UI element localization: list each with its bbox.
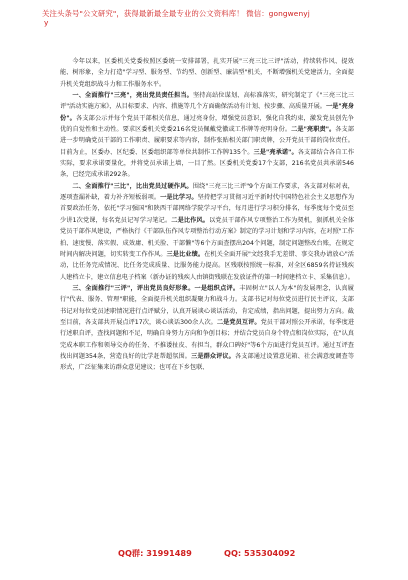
section-1-heading: 一、全面推行"三亮"，亮出党员责任担当。 — [72, 92, 193, 100]
paragraph-section-2 — [60, 181, 354, 283]
section-1-text-d: 各支部结合各自工作实际，要求承诺要量化，并将党员承诺上墙，一目了然。区委机关党委17个支部，216名党员共承诺546条，已经完成承诺292条。 — [60, 148, 355, 179]
section-3-text-b: 党员干部对照公开承诺，每季度进行述职自评，查找问题和不足，明确自身努力方向和争创目标；并结合党员自身个特点和岗位实际，在"认真完成本职工作和领导交办的任务、不推诿扯皮、有担当，群众口碑好"等6个方面进行党员互评。通过互评查找出问题354条，营造良好的比学赶帮超氛围。 — [60, 318, 355, 360]
section-2-point-3: 三是比业绩。 — [166, 250, 205, 258]
document-body — [60, 56, 354, 374]
section-2-text-d: 在机关全面开展"文经我手无差错、事交我办请放心"活动，比任务完成情况、比任务完成质量、比服务能力提高。区残联按照统一标准，对全区6859名持证残疾人建档立卡，建立信息电子档案（新办证的残疾人由镇街残联在发放证件的第一时间建档立卡、采集信息）。 — [60, 250, 354, 281]
section-2-point-1: 一是比学习。 — [160, 194, 198, 202]
header-banner-line2: y — [44, 18, 49, 27]
section-2-text-a: 围绕"三亮三比三评"9个方面工作要求，各支部对标对表，逐项查漏补缺，着力补齐短板弱项。 — [60, 182, 354, 202]
section-3-text-a: 丰固树立"以人为本"的发展理念，认真履行"代表、服务、管理"职能，全面提升机关组织凝聚力和战斗力。支部书记对每位党员进行民主评议，支部书记对每位党员述职情况进行点评赋分，认真开展谈心谈话活动，肯定成绩，指出问题，提出努力方向。截至目前，各支部共开展点评17次，谈心谈话300余人次。 — [60, 284, 354, 326]
section-3-text-c: 各支部通过设置意见箱、社会满意度调查等形式，广泛征集来访群众意见建议；也可在下乡包联、 — [60, 352, 355, 372]
section-2-heading: 二、全面推行"三比"，比出党员过硬作风。 — [72, 182, 193, 190]
paragraph-intro: 今年以来，区委机关党委按照区委统一安排部署，扎实开展"三亮三比三评"活动，持续转作风、提效能、树形象，全力打造"学习型、服务型、节约型、创新型、廉洁型"机关，不断增强机关党建活力，全面提升机关党组织战斗力和工作服务水平。 — [60, 58, 354, 88]
section-1-point-3: 三是"亮承诺"。 — [253, 148, 298, 156]
section-1-point-1: 一是"亮身份"。 — [60, 103, 354, 122]
footer-qq-group: QQ群: 31991489 — [118, 548, 192, 558]
section-3-point-2: 二是党员互评。 — [216, 318, 261, 326]
section-2-point-2: 二是比作风。 — [171, 216, 210, 224]
section-1-text-c: 各支部进一步明确党员干部的工作职责、履职要求等内容，制作张贴相关部门职责牌，公开党员干部的岗位责任。目前为止，区委办、区纪委、区委组织部等单位共制作工作牌135个。 — [60, 126, 355, 156]
footer-qq-contact: QQ: 535304092 — [224, 548, 296, 558]
section-2-text-b: 坚持把学习贯彻习近平新时代中国特色社会主义思想作为首要政治任务，依托"学习强国"和陕西干部网络学院学习平台，每月进行学习积分排名，每季度每个党员至少讲1次党课，每名党员记写学习笔记。 — [60, 194, 355, 224]
section-3-heading: 三、全面推行"三评"，评出党员良好形象。 — [72, 284, 195, 292]
paragraph-section-1 — [60, 90, 354, 181]
section-3-point-3: 三是群众评议。 — [191, 352, 235, 360]
page-header-banner — [42, 9, 382, 37]
section-1-text-a: 坚持高站位谋划、高标准落实，研究制定了《"三亮三比三评"活动实施方案》，从目标要求、内容、措施等几个方面确保活动有计划、按步骤、高质量开展。 — [60, 92, 354, 111]
section-1-point-2: 二是"亮职责"。 — [291, 126, 336, 134]
header-banner-line1: 关注头条号"公文研究"，获得最新最全最专业的公文资料库！ 微信：gongwenyj — [42, 9, 310, 18]
section-3-point-1: 一是组织点评。 — [194, 284, 240, 292]
section-2-text-c: 以党员干部作风专项整治工作为契机，狠抓机关全体党员干部作风建设，严格执行《干部队伍作风专项整治行动方案》制定的学习计划和学习内容，在对照"工作拍、速度慢、落实假、成效庸、机关脸、干部懒"等6个方面查摆出204个问题，制定问题整改台账，在规定时间内解决问题，切实转变工作作风。 — [60, 216, 355, 258]
section-1-text-b: 各支部公示并每个党员干部相关信息，通过亮身份，增强党员意识，强化自我约束，激发党员创先争优的自觉性和主动性。要求区委机关党委216名党员佩戴党徽或工作牌等亮明身份。 — [60, 114, 354, 134]
page-footer — [0, 548, 408, 564]
paragraph-section-3 — [60, 283, 354, 374]
